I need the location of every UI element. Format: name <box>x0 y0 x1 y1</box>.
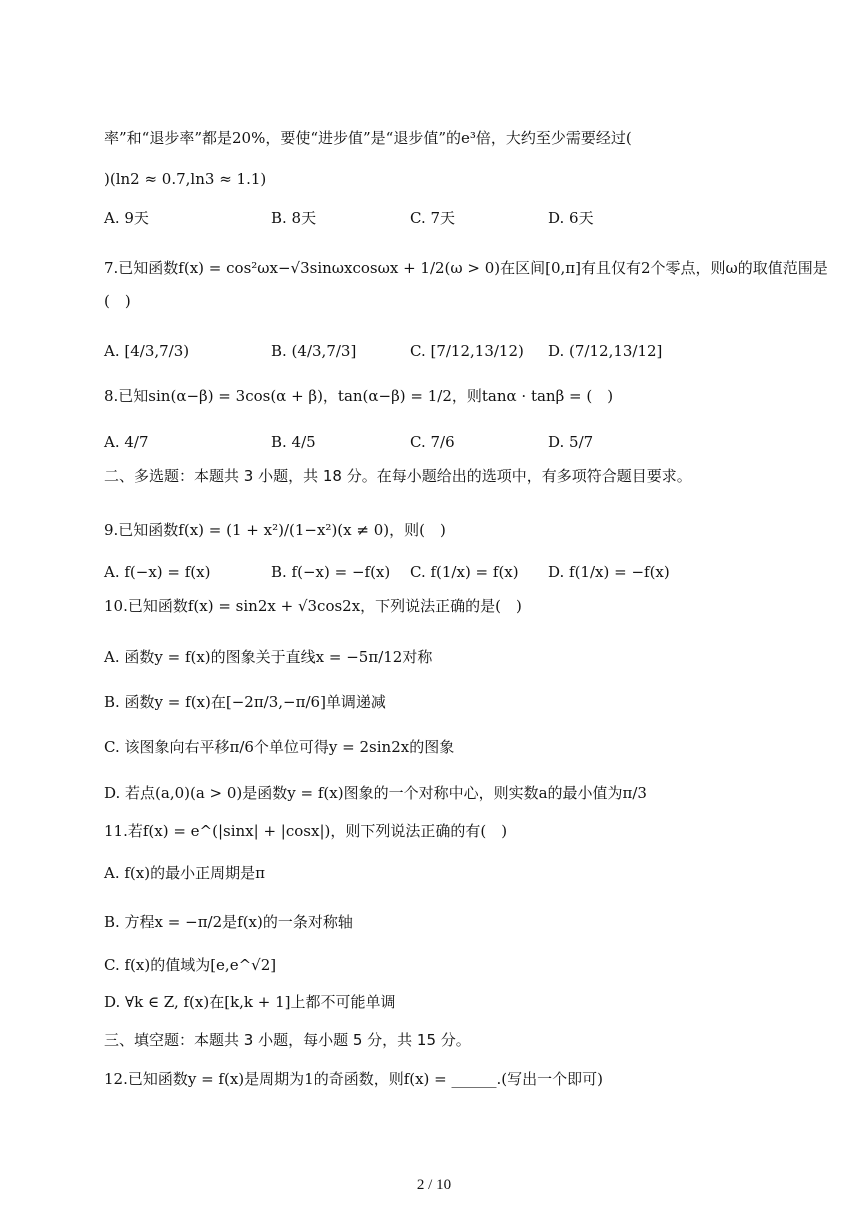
q7-option-c: C. [7/12,13/12) <box>410 342 524 360</box>
q8-option-c: C. 7/6 <box>410 433 455 451</box>
q9-option-d: D. f(1/x) = −f(x) <box>548 563 670 581</box>
q11-option-a: A. f(x)的最小正周期是π <box>104 864 265 882</box>
q9-stem: 9.已知函数f(x) = (1 + x²)/(1−x²)(x ≠ 0)，则( ) <box>104 521 446 539</box>
q7-option-b: B. (4/3,7/3] <box>271 342 357 360</box>
q6-option-b: B. 8天 <box>271 209 317 227</box>
q11-option-c: C. f(x)的值域为[e,e^√2] <box>104 956 277 974</box>
q8-option-b: B. 4/5 <box>271 433 316 451</box>
q6-option-d: D. 6天 <box>548 209 594 227</box>
q6-option-a: A. 9天 <box>104 209 149 227</box>
page-number: 2 / 10 <box>416 1177 452 1193</box>
q11-option-b: B. 方程x = −π/2是f(x)的一条对称轴 <box>104 913 353 931</box>
q6-continuation-line: 率”和“退步率”都是20%，要使“进步值”是“退步值”的e³倍，大约至少需要经过( <box>104 129 632 147</box>
q8-stem: 8.已知sin(α−β) = 3cos(α + β)，tan(α−β) = 1/2，则tanα · tanβ = ( ) <box>104 387 614 405</box>
q8-option-a: A. 4/7 <box>104 433 149 451</box>
q7-stem: 7.已知函数f(x) = cos²ωx−√3sinωxcosωx + 1/2(ω > 0)在区间[0,π]有且仅有2个零点，则ω的取值范围是 <box>104 259 828 277</box>
q10-option-a: A. 函数y = f(x)的图象关于直线x = −5π/12对称 <box>104 648 433 666</box>
section-2-heading: 二、多选题：本题共 3 小题，共 18 分。在每小题给出的选项中，有多项符合题目要求。 <box>104 467 692 485</box>
q10-option-b: B. 函数y = f(x)在[−2π/3,−π/6]单调递减 <box>104 693 386 711</box>
q9-option-c: C. f(1/x) = f(x) <box>410 563 519 581</box>
q11-option-d: D. ∀k ∈ Z, f(x)在[k,k + 1]上都不可能单调 <box>104 993 396 1011</box>
q7-option-d: D. (7/12,13/12] <box>548 342 663 360</box>
section-3-heading: 三、填空题：本题共 3 小题，每小题 5 分，共 15 分。 <box>104 1031 471 1049</box>
q7-answer-paren: ( ) <box>104 292 131 310</box>
q9-option-a: A. f(−x) = f(x) <box>104 563 211 581</box>
q6-hint-line: )(ln2 ≈ 0.7,ln3 ≈ 1.1) <box>104 170 267 188</box>
q7-option-a: A. [4/3,7/3) <box>104 342 190 360</box>
q10-stem: 10.已知函数f(x) = sin2x + √3cos2x，下列说法正确的是( ) <box>104 597 522 615</box>
q11-stem: 11.若f(x) = e^(|sinx| + |cosx|)，则下列说法正确的有( ) <box>104 822 508 840</box>
q9-option-b: B. f(−x) = −f(x) <box>271 563 391 581</box>
q8-option-d: D. 5/7 <box>548 433 594 451</box>
q12-stem: 12.已知函数y = f(x)是周期为1的奇函数，则f(x) = ______.(写出一个即可) <box>104 1070 603 1088</box>
q10-option-c: C. 该图象向右平移π/6个单位可得y = 2sin2x的图象 <box>104 738 455 756</box>
q10-option-d: D. 若点(a,0)(a > 0)是函数y = f(x)图象的一个对称中心，则实数a的最小值为π/3 <box>104 784 647 802</box>
q6-option-c: C. 7天 <box>410 209 456 227</box>
